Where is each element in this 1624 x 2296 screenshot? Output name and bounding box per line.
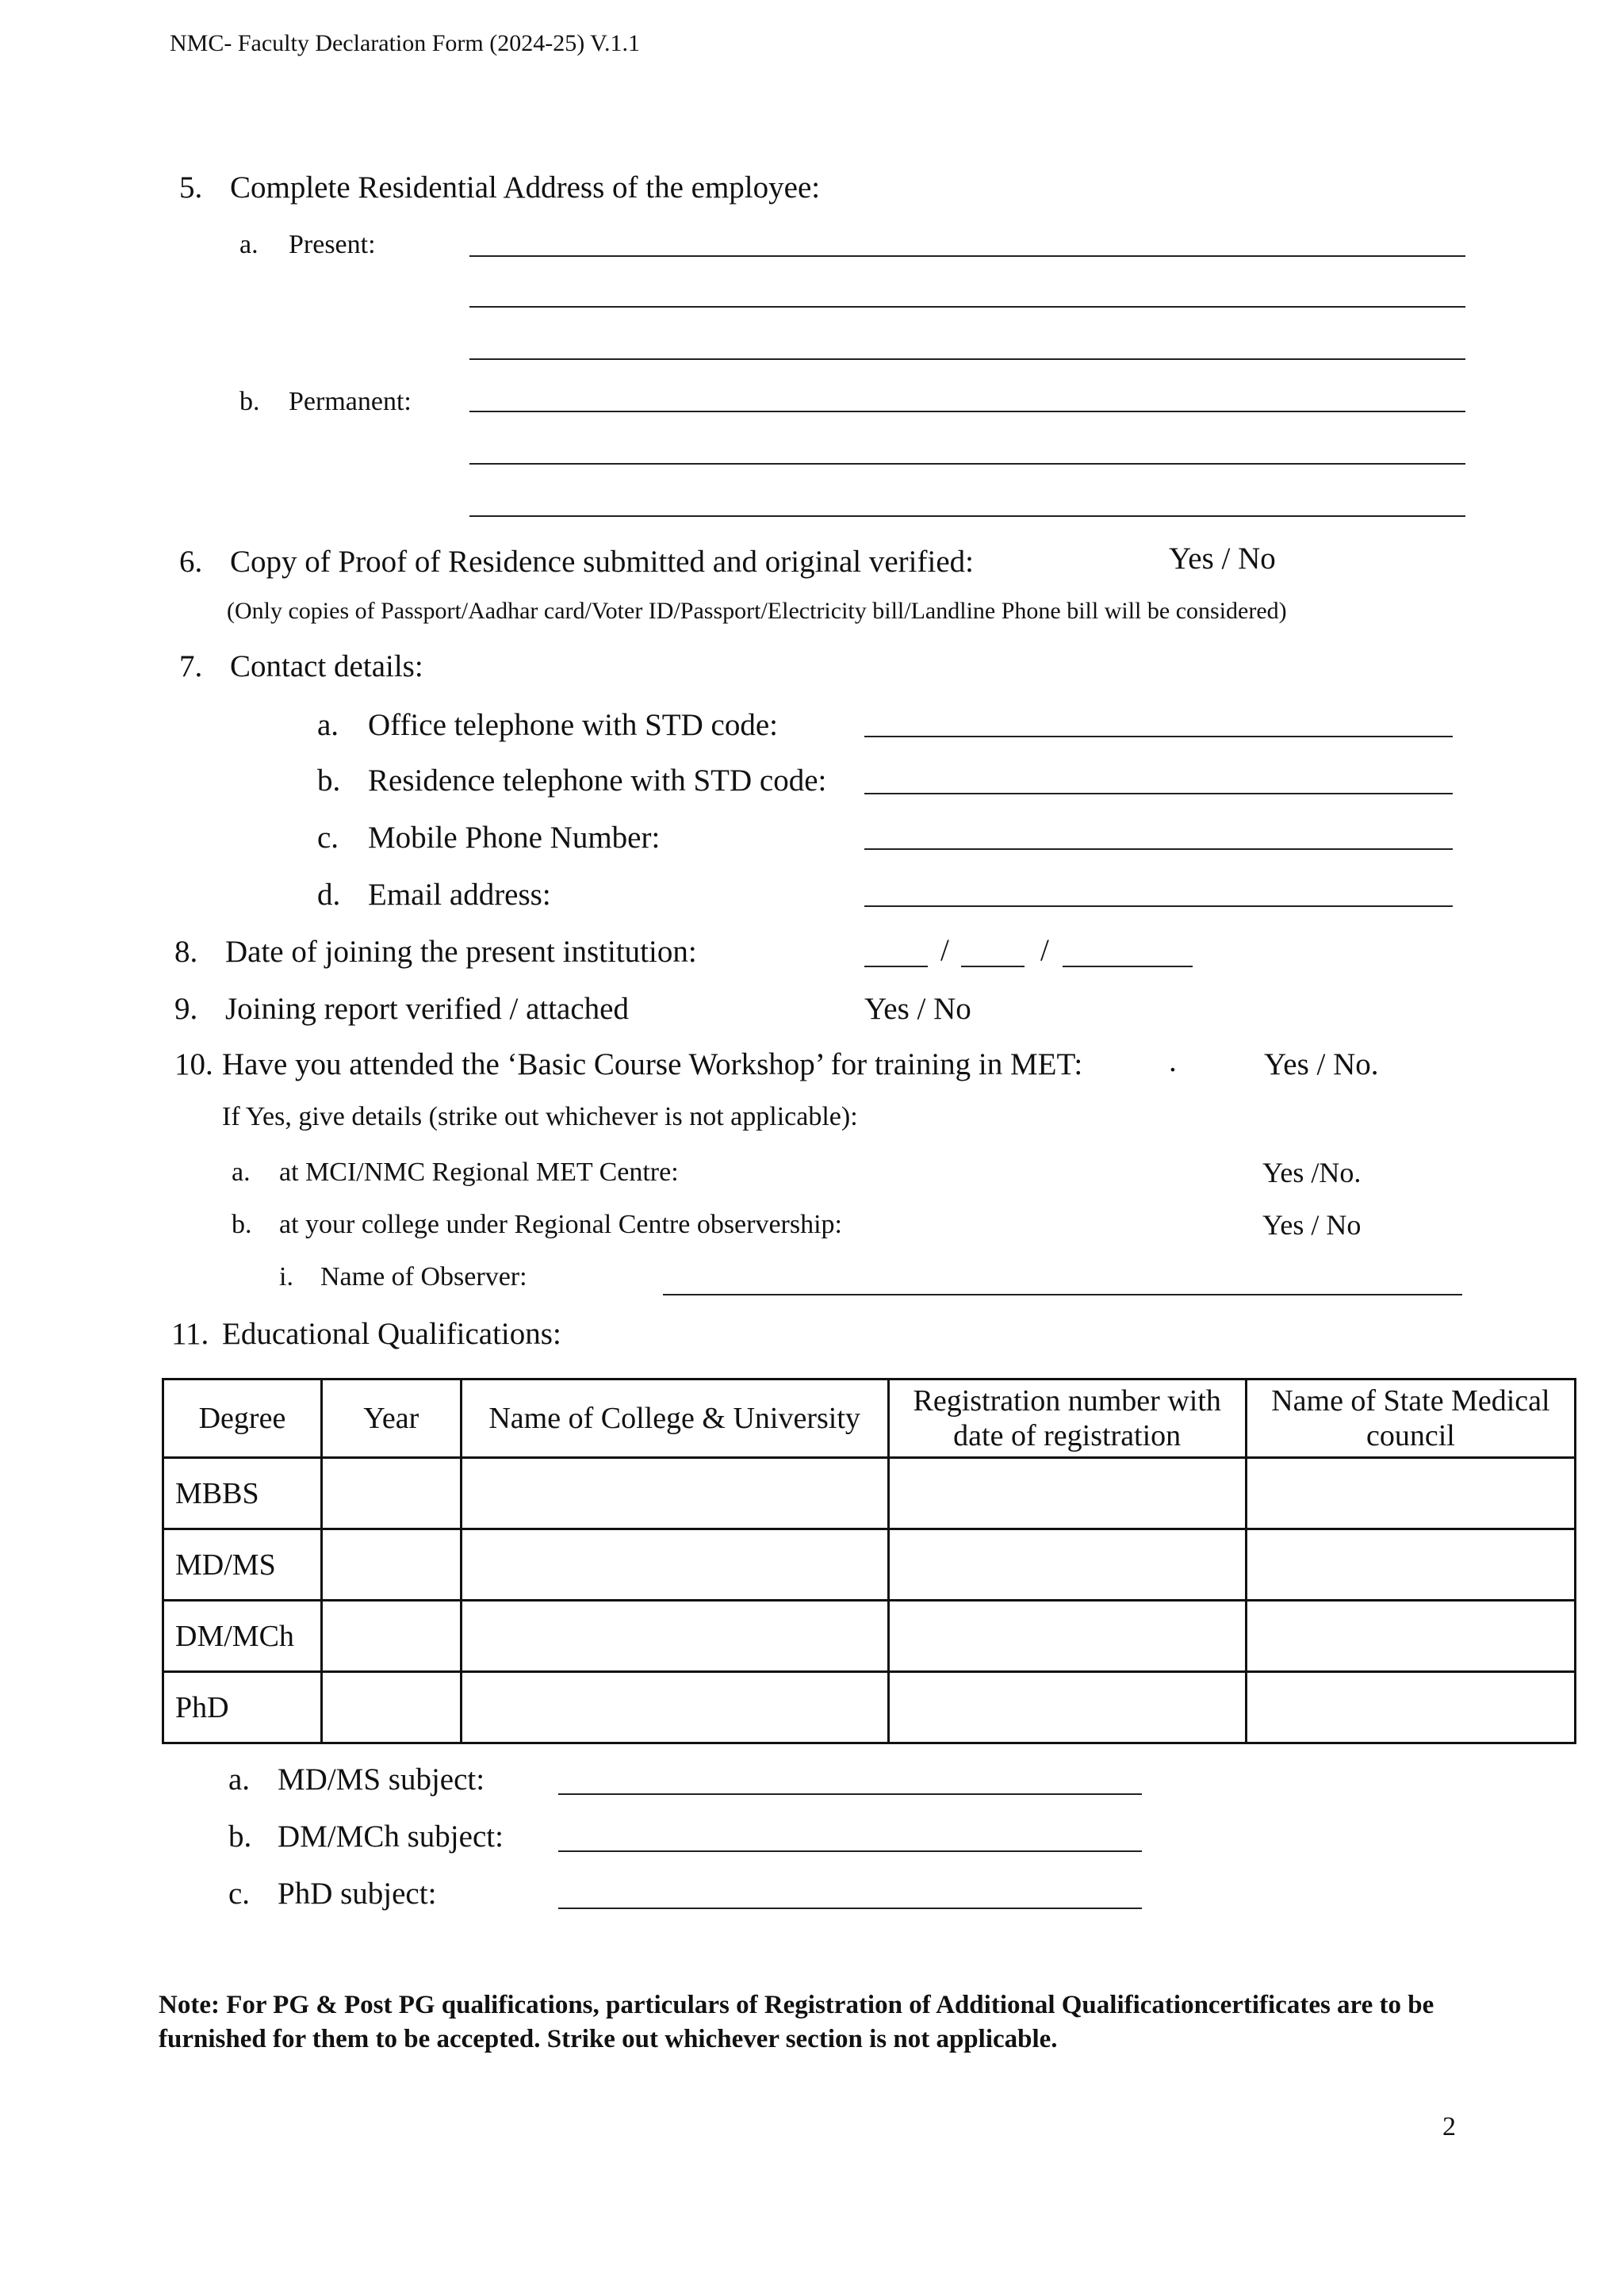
joining-year-line[interactable]	[1063, 966, 1193, 967]
q6-question: Copy of Proof of Residence submitted and original verified:	[230, 545, 974, 579]
joining-month-line[interactable]	[961, 966, 1025, 967]
q10bi-text: Name of Observer:	[320, 1262, 527, 1292]
q6-note: (Only copies of Passport/Aadhar card/Voter ID/Passport/Electricity bill/Landline Phone bill will be considered)	[227, 598, 1287, 624]
header-year: Year	[321, 1380, 461, 1458]
q5-question: Complete Residential Address of the employee:	[230, 170, 821, 205]
table-row	[163, 1672, 1576, 1743]
date-separator-1: /	[940, 933, 949, 967]
council-cell[interactable]	[1246, 1672, 1575, 1743]
q10b-label: b.	[232, 1210, 252, 1239]
q10a-label: a.	[232, 1158, 251, 1187]
mobile-number-line[interactable]	[864, 848, 1453, 850]
q10-number: 10.	[174, 1047, 213, 1081]
q10-if-yes: If Yes, give details (strike out whichever is not applicable):	[222, 1102, 858, 1131]
year-cell[interactable]	[321, 1672, 461, 1743]
phd-subject-line[interactable]	[558, 1908, 1142, 1909]
q10-answer[interactable]: Yes / No.	[1264, 1047, 1379, 1081]
q7d-text: Email address:	[368, 878, 551, 912]
q9-question: Joining report verified / attached	[225, 992, 629, 1026]
page-number: 2	[1442, 2112, 1456, 2141]
md-ms-subject-line[interactable]	[558, 1793, 1142, 1795]
q10-question: Have you attended the ‘Basic Course Workshop’ for training in MET:	[222, 1047, 1083, 1081]
q11-question: Educational Qualifications:	[222, 1317, 561, 1351]
year-cell[interactable]	[321, 1458, 461, 1529]
educational-qualifications-table	[162, 1378, 1576, 1744]
q10-dot: .	[1169, 1044, 1177, 1078]
q5a-text: Present:	[289, 230, 376, 259]
subject-a-label: a.	[228, 1762, 251, 1797]
header-state-medical-council: Name of State Medical council	[1246, 1380, 1575, 1458]
table-row	[163, 1601, 1576, 1672]
college-cell[interactable]	[461, 1458, 888, 1529]
subject-a-text: MD/MS subject:	[278, 1762, 485, 1797]
q10bi-label: i.	[279, 1262, 293, 1292]
present-address-line-1[interactable]	[469, 255, 1465, 257]
q10b-text: at your college under Regional Centre observership:	[279, 1210, 842, 1239]
note-label: Note:	[159, 1991, 220, 2019]
q7d-label: d.	[317, 878, 341, 912]
registration-cell[interactable]	[888, 1458, 1246, 1529]
q6-answer[interactable]: Yes / No	[1169, 541, 1276, 576]
q9-number: 9.	[174, 992, 198, 1026]
q7a-text: Office telephone with STD code:	[368, 708, 778, 742]
table-row	[163, 1458, 1576, 1529]
council-cell[interactable]	[1246, 1458, 1575, 1529]
subject-b-text: DM/MCh subject:	[278, 1820, 504, 1854]
council-cell[interactable]	[1246, 1529, 1575, 1601]
q6-number: 6.	[179, 545, 203, 579]
form-header: NMC- Faculty Declaration Form (2024-25) V.1.1	[170, 30, 640, 56]
subject-c-text: PhD subject:	[278, 1877, 437, 1911]
q8-question: Date of joining the present institution:	[225, 935, 697, 969]
permanent-address-line-2[interactable]	[469, 463, 1465, 465]
q5b-text: Permanent:	[289, 387, 412, 416]
q7b-label: b.	[317, 763, 341, 798]
degree-cell-dm-mch: DM/MCh	[163, 1601, 322, 1672]
q8-number: 8.	[174, 935, 198, 969]
note-paragraph	[159, 1988, 1459, 2057]
q7-number: 7.	[179, 649, 203, 683]
observer-name-line[interactable]	[663, 1294, 1462, 1295]
table-row	[163, 1529, 1576, 1601]
q5a-label: a.	[239, 230, 259, 259]
header-college-university: Name of College & University	[461, 1380, 888, 1458]
q7a-label: a.	[317, 708, 339, 742]
college-cell[interactable]	[461, 1601, 888, 1672]
degree-cell-md-ms: MD/MS	[163, 1529, 322, 1601]
q7b-text: Residence telephone with STD code:	[368, 763, 827, 798]
q10a-text: at MCI/NMC Regional MET Centre:	[279, 1158, 679, 1187]
council-cell[interactable]	[1246, 1601, 1575, 1672]
dm-mch-subject-line[interactable]	[558, 1850, 1142, 1852]
registration-cell[interactable]	[888, 1601, 1246, 1672]
office-telephone-line[interactable]	[864, 736, 1453, 737]
joining-day-line[interactable]	[864, 966, 928, 967]
q10b-answer[interactable]: Yes / No	[1262, 1209, 1362, 1241]
residence-telephone-line[interactable]	[864, 793, 1453, 794]
note-text: For PG & Post PG qualifications, particulars of Registration of Additional Qualificationcertificates are to be furnished for them to be accepted. Strike out whichever section is not applicable.	[159, 1991, 1434, 2053]
header-registration-number: Registration number with date of registration	[888, 1380, 1246, 1458]
present-address-line-2[interactable]	[469, 306, 1465, 308]
college-cell[interactable]	[461, 1529, 888, 1601]
year-cell[interactable]	[321, 1529, 461, 1601]
date-separator-2: /	[1040, 933, 1049, 967]
q7c-label: c.	[317, 821, 339, 855]
q5-number: 5.	[179, 170, 203, 205]
present-address-line-3[interactable]	[469, 358, 1465, 360]
subject-c-label: c.	[228, 1877, 251, 1911]
degree-cell-mbbs: MBBS	[163, 1458, 322, 1529]
college-cell[interactable]	[461, 1672, 888, 1743]
degree-cell-phd: PhD	[163, 1672, 322, 1743]
permanent-address-line-3[interactable]	[469, 515, 1465, 517]
q7c-text: Mobile Phone Number:	[368, 821, 661, 855]
q10a-answer[interactable]: Yes /No.	[1262, 1157, 1362, 1188]
registration-cell[interactable]	[888, 1529, 1246, 1601]
q5b-label: b.	[239, 387, 260, 416]
permanent-address-line-1[interactable]	[469, 411, 1465, 412]
q7-question: Contact details:	[230, 649, 423, 683]
table-header-row	[163, 1380, 1576, 1458]
registration-cell[interactable]	[888, 1672, 1246, 1743]
subject-b-label: b.	[228, 1820, 252, 1854]
q11-number: 11.	[171, 1317, 209, 1351]
year-cell[interactable]	[321, 1601, 461, 1672]
header-degree: Degree	[163, 1380, 322, 1458]
email-address-line[interactable]	[864, 905, 1453, 907]
q9-answer[interactable]: Yes / No	[864, 992, 971, 1026]
